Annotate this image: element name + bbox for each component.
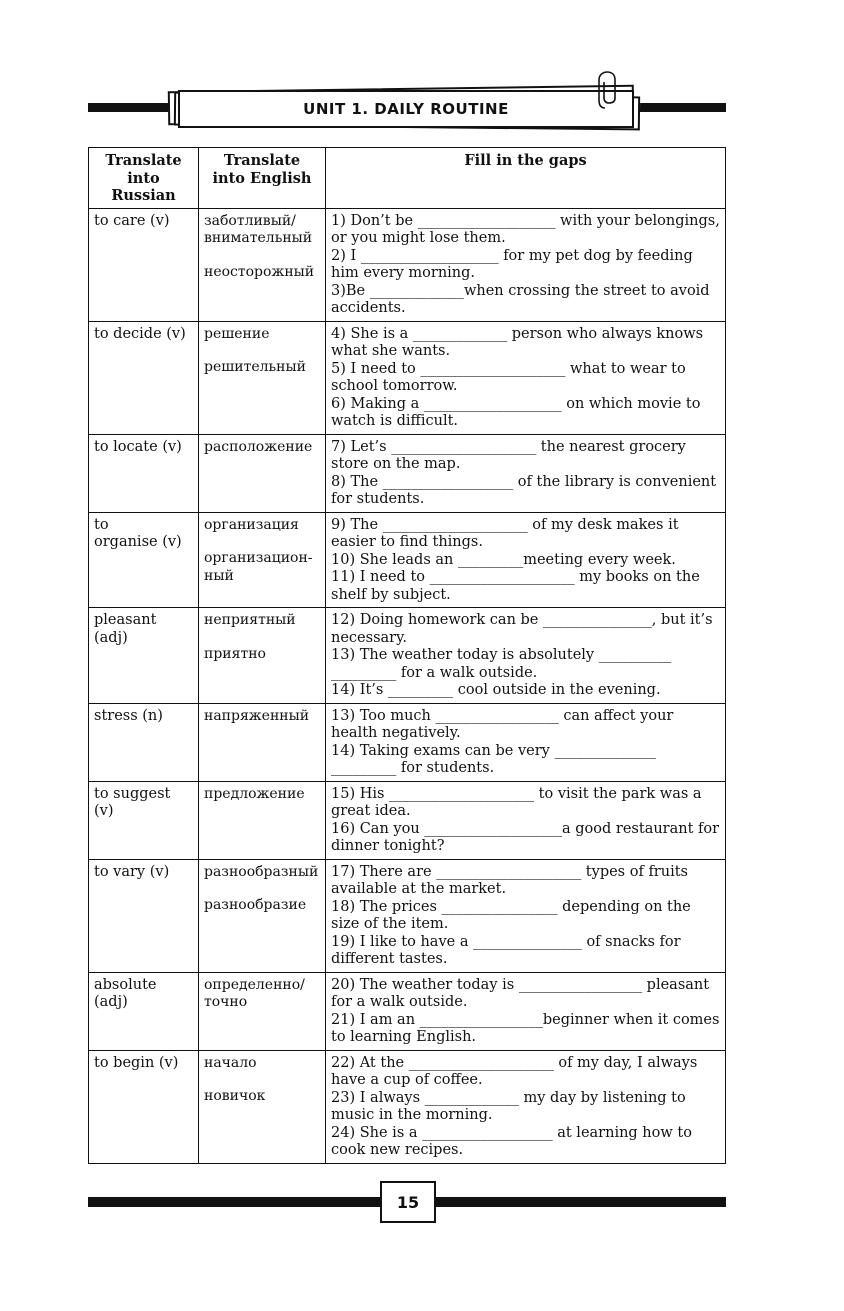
english-word-cell: to organise (v) [89,512,199,608]
russian-word: решительный [204,359,306,375]
russian-words-cell [199,208,326,321]
russian-words-cell [199,859,326,972]
fill-gaps-cell [326,703,726,781]
russian-word: организацион- ный [204,550,313,584]
page-header [0,0,844,150]
fill-gaps-cell [326,859,726,972]
vocabulary-table [88,147,726,1164]
table-row [89,859,726,972]
table-row [89,781,726,859]
fill-gaps-cell [326,208,726,321]
gap-sentence[interactable]: 2) I ___________________ for my pet dog by feeding him every morning. [331,247,693,281]
column-header: Translate into Russian [89,148,199,209]
russian-words-cell [199,703,326,781]
gap-sentence[interactable]: 14) Taking exams can be very ______________ _________ for students. [331,742,656,776]
english-word-cell: to locate (v) [89,434,199,512]
english-word-cell: pleasant (adj) [89,608,199,704]
gap-sentence[interactable]: 10) She leads an _________meeting every week. [331,551,676,568]
english-word-cell: to suggest (v) [89,781,199,859]
gap-sentence[interactable]: 15) His ____________________ to visit the park was a great idea. [331,785,702,819]
gap-sentence[interactable]: 8) The __________________ of the library is convenient for students. [331,473,717,507]
gap-sentence[interactable]: 14) It’s _________ cool outside in the evening. [331,682,661,698]
gap-sentence[interactable]: 23) I always _____________ my day by listening to music in the morning. [331,1089,686,1123]
gap-sentence[interactable]: 4) She is a _____________ person who always knows what she wants. [331,325,704,359]
table-row [89,512,726,608]
table-row [89,321,726,434]
russian-word: определенно/ точно [204,976,305,1010]
russian-words-cell [199,434,326,512]
english-word-cell: stress (n) [89,703,199,781]
russian-word: разнообразный [204,863,319,880]
gap-sentence[interactable]: 18) The prices ________________ depending on the size of the item. [331,898,691,932]
russian-word: начало [204,1054,257,1071]
gap-sentence[interactable]: 12) Doing homework can be _______________, but it’s necessary. [331,612,713,646]
fill-gaps-cell [326,1050,726,1163]
russian-words-cell [199,321,326,434]
russian-word: неприятный [204,612,296,628]
gap-sentence[interactable]: 24) She is a __________________ at learning how to cook new recipes. [331,1124,692,1158]
gap-sentence[interactable]: 9) The ____________________ of my desk makes it easier to find things. [331,516,679,550]
gap-sentence[interactable]: 13) Too much _________________ can affect your health negatively. [331,707,674,741]
paperclip-icon [596,70,622,112]
table-row [89,434,726,512]
russian-word: расположение [204,438,313,455]
russian-word: заботливый/ внимательный [204,212,313,246]
english-word-cell: to begin (v) [89,1050,199,1163]
table-row [89,703,726,781]
gap-sentence[interactable]: 5) I need to ____________________ what to wear to school tomorrow. [331,360,686,394]
table-row [89,208,726,321]
gap-sentence[interactable]: 22) At the ____________________ of my day, I always have a cup of coffee. [331,1054,698,1088]
column-header: Fill in the gaps [326,148,726,209]
english-word-cell: to care (v) [89,208,199,321]
header-rule-right [638,103,726,112]
footer-rule-right [436,1197,726,1207]
english-word-cell: to decide (v) [89,321,199,434]
russian-words-cell [199,608,326,704]
gap-sentence[interactable]: 7) Let’s ____________________ the nearest grocery store on the map. [331,438,686,472]
gap-sentence[interactable]: 17) There are ____________________ types of fruits available at the market. [331,863,688,897]
fill-gaps-cell [326,608,726,704]
gap-sentence[interactable]: 1) Don’t be ___________________ with your belongings, or you might lose them. [331,212,720,246]
gap-sentence[interactable]: 20) The weather today is _________________ pleasant for a walk outside. [331,976,710,1010]
russian-word: разнообразие [204,897,307,913]
russian-word: неосторожный [204,263,315,280]
page-number-label: 15 [396,1192,420,1212]
russian-word: решение [204,325,270,342]
page-number [380,1181,436,1223]
russian-words-cell [199,781,326,859]
fill-gaps-cell [326,512,726,608]
gap-sentence[interactable]: 13) The weather today is absolutely __________ _________ for a walk outside. [331,647,672,681]
unit-title: UNIT 1. DAILY ROUTINE [303,100,509,118]
russian-word: организация [204,516,299,533]
fill-gaps-cell [326,321,726,434]
table-header-row [89,148,726,209]
fill-gaps-cell [326,781,726,859]
russian-words-cell [199,972,326,1050]
gap-sentence[interactable]: 3)Be _____________when crossing the street to avoid accidents. [331,282,710,316]
gap-sentence[interactable]: 11) I need to ____________________ my books on the shelf by subject. [331,569,700,603]
header-rule-left [88,103,172,112]
gap-sentence[interactable]: 21) I am an _________________beginner when it comes to learning English. [331,1011,720,1045]
table-row [89,972,726,1050]
unit-title-tab [178,90,634,128]
russian-word: новичок [204,1088,266,1104]
russian-word: предложение [204,785,305,802]
english-word-cell: to vary (v) [89,859,199,972]
gap-sentence[interactable]: 16) Can you ___________________a good restaurant for dinner tonight? [331,820,720,854]
table-row [89,608,726,704]
column-header: Translate into English [199,148,326,209]
russian-words-cell [199,1050,326,1163]
gap-sentence[interactable]: 19) I like to have a _______________ of snacks for different tastes. [331,933,681,967]
fill-gaps-cell [326,972,726,1050]
russian-word: напряженный [204,707,310,724]
gap-sentence[interactable]: 6) Making a ___________________ on which movie to watch is difficult. [331,395,701,429]
russian-word: приятно [204,645,266,662]
russian-words-cell [199,512,326,608]
table-row [89,1050,726,1163]
fill-gaps-cell [326,434,726,512]
footer-rule-left [88,1197,380,1207]
english-word-cell: absolute (adj) [89,972,199,1050]
